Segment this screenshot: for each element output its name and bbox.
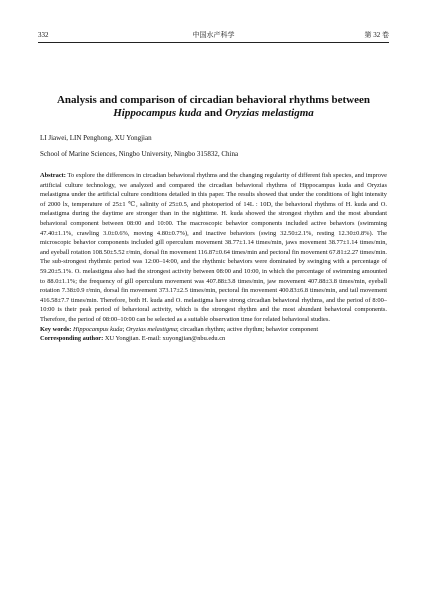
page-number: 332 <box>38 31 49 39</box>
corresponding-text: XU Yongjian. E-mail: xuyongjian@nbu.edu.cn <box>103 335 226 343</box>
running-header <box>38 31 389 40</box>
title-line1: Analysis and comparison of circadian behavioral rhythms between <box>56 94 370 106</box>
author-list: LI Jiawei, LIN Penghong, XU Yongjian <box>40 134 152 142</box>
title-and: and <box>204 107 223 119</box>
volume-label: 第 32 卷 <box>364 31 389 39</box>
journal-name: 中国水产科学 <box>192 31 235 39</box>
keyword-species2: Oryzias melastigma <box>125 325 177 333</box>
title-species2: Oryzias melastigma <box>224 107 314 119</box>
corresponding-author-line <box>40 334 387 344</box>
keyword-species1: Hippocampus kuda <box>73 325 123 333</box>
header-rule <box>38 42 389 43</box>
abstract-text: To explore the differences in circadian behavioral rhythms and the changing regularity of different fish species, and improve artificial culture technology, we analyzed and compared the circadian behavioral rhythms of Hippocampus kuda and Oryzias melastigma under the artificial culture conditions detailed in this paper. The results showed that under the conditions of light intensity of 2000 lx, temperature of 25±1 ℃, salinity of 25±0.5, and photoperiod of 14L : 10D, the behavioral rhythms of H. kuda and O. melastigma during the daytime are stronger than in the nighttime. H. kuda showed the strongest rhythm and the most abundant behavioral component between 08:00 and 10:00. The macroscopic behavior components included active behaviors (swimming 47.40±1.1%, crawling 3.0±0.6%, moving 4.80±0.7%), and inactive behaviors (swing 32.50±2.1%, resting 12.30±0.8%). The microscopic behavior components included gill operculum movement 38.77±1.14 times/min, jaws movement 38.77±1.14 times/min, and eyeball rotation 108.50±5.52 r/min, dorsal fin movement 116.87±0.64 times/min and pectoral fin movement 67.81±2.27 times/min. The sub-strongest rhythmic period was 12:00–14:00, and the rhythmic behaviors were dominated by swinging with a percentage of 59.20±5.1%. O. melastigma also had the strongest activity between 08:00 and 10:00, in which the percentage of swimming amounted to 88.0±1.1%; the frequency of gill operculum movement was 407.88±3.8 times/min, jaw movement 407.88±3.8 times/min, eyeball rotation 7.38±0.9 r/min, dorsal fin movement 373.17±2.5 times/min, pectoral fin movement 400.83±6.8 times/min, and tail movement 416.58±7.7 times/min. Therefore, both H. kuda and O. melastigma have strong circadian behavioral rhythms, and the period of 8:00–10:00 is their peak period of behavioral activity, which is the strongest rhythm and the most abundant behavioral components. Therefore, the period of 08:00–10:00 can be selected as a suitable observation time for related behavioral studies. <box>40 172 387 323</box>
abstract-label: Abstract: <box>40 172 66 179</box>
keyword-sep: ; <box>122 325 126 333</box>
abstract-block <box>40 171 387 344</box>
keywords-rest: ; circadian rhythm; active rhythm; behavior component <box>176 325 319 333</box>
keywords-label: Key words: <box>40 325 72 333</box>
title-species1: Hippocampus kuda <box>113 107 202 119</box>
affiliation: School of Marine Sciences, Ningbo University, Ningbo 315832, China <box>40 150 239 158</box>
paper-title <box>40 94 387 120</box>
keywords-line <box>40 325 387 335</box>
corresponding-label: Corresponding author: <box>40 335 104 343</box>
abstract-paragraph <box>40 171 387 325</box>
